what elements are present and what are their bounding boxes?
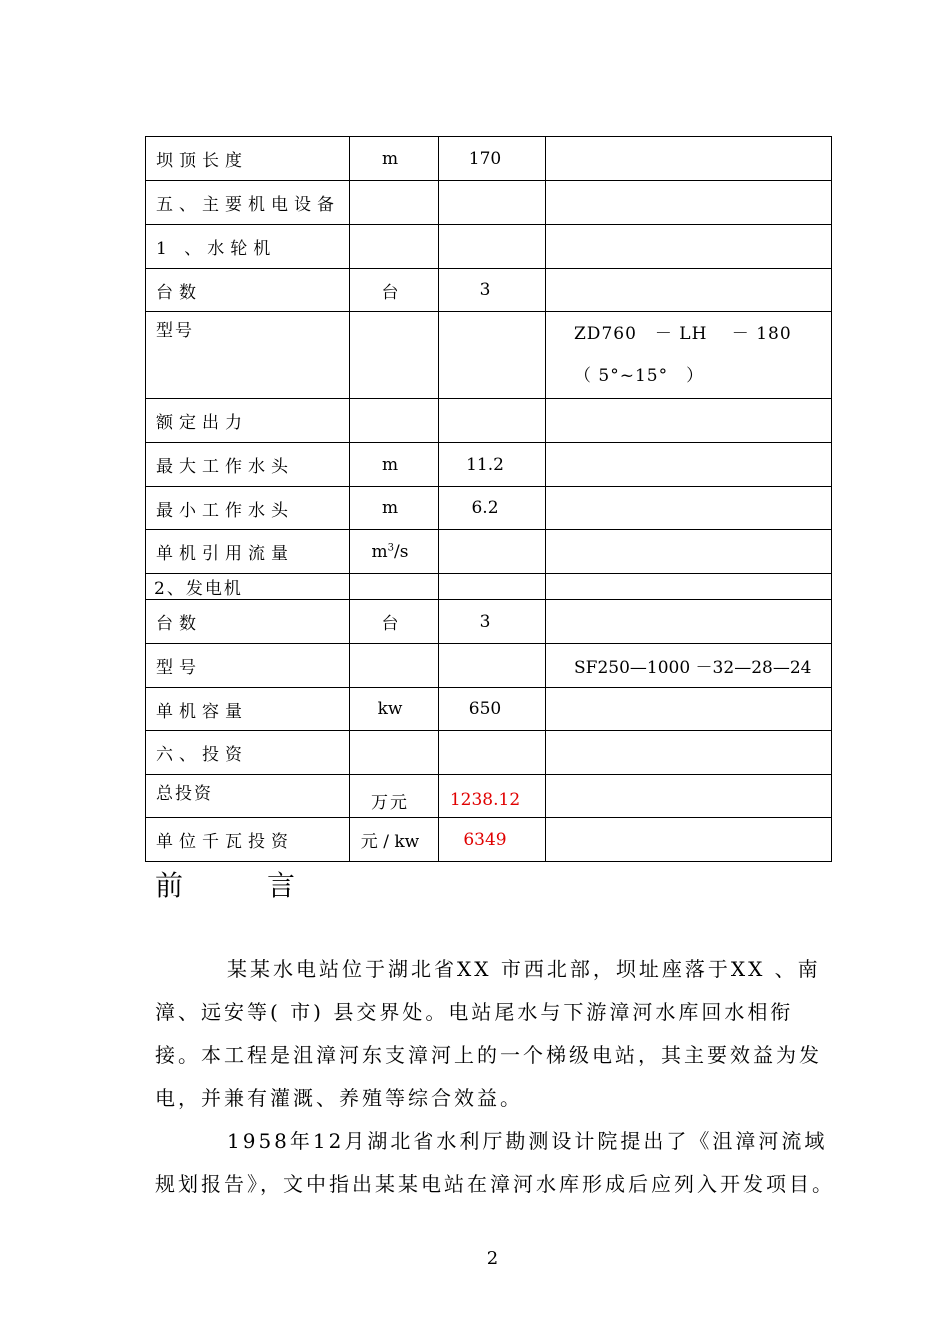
param-name: 2、发电机 (146, 574, 350, 600)
param-note (546, 269, 832, 312)
param-unit: 万元 (350, 775, 439, 818)
param-name: 总投资 (146, 775, 350, 818)
param-name: 最小工作水头 (146, 487, 350, 530)
table-row (146, 688, 832, 731)
param-unit: 台 (350, 269, 439, 312)
turbine-model: ZD760 － LH － 180 (574, 324, 792, 344)
param-value (439, 181, 546, 225)
paragraph: 某某水电站位于湖北省XX 市西北部，坝址座落于XX 、南漳、远安等( 市) 县交界处。电站尾水与下游漳河水库回水相衔接。本工程是沮漳河东支漳河上的一个梯级电站，其主要效益为发电，并兼有灌溉、养殖等综合效益。 (155, 957, 822, 1110)
generator-model: SF250—1000 －32—28—24 (546, 644, 832, 688)
table-row (146, 443, 832, 487)
table-row (146, 487, 832, 530)
unit-investment-value: 6349 (439, 818, 546, 862)
table-row (146, 600, 832, 644)
turbine-blade-angle: （ 5°~15° ） (574, 366, 705, 386)
param-note (546, 399, 832, 443)
param-unit (350, 574, 439, 600)
total-investment-value: 1238.12 (439, 775, 546, 818)
param-note (546, 487, 832, 530)
param-note (546, 731, 832, 775)
param-value (439, 574, 546, 600)
param-name: 台数 (146, 600, 350, 644)
param-note (546, 225, 832, 269)
table-row (146, 818, 832, 862)
param-note (546, 818, 832, 862)
param-unit (350, 399, 439, 443)
body-text (155, 948, 839, 1206)
parameters-table (145, 136, 832, 862)
param-note (546, 574, 832, 600)
param-name: 五、主要机电设备 (146, 181, 350, 225)
param-note (546, 530, 832, 574)
table-row (146, 731, 832, 775)
param-unit: m (350, 137, 439, 181)
param-unit: 元 / kw (350, 818, 439, 862)
param-name: 额定出力 (146, 399, 350, 443)
param-unit: m (350, 487, 439, 530)
param-name: 坝顶长度 (146, 137, 350, 181)
table-row (146, 181, 832, 225)
param-unit (350, 644, 439, 688)
param-value (439, 312, 546, 399)
param-unit (350, 731, 439, 775)
param-value (439, 731, 546, 775)
param-name: 型号 (146, 312, 350, 399)
param-value: 650 (439, 688, 546, 731)
param-unit: 台 (350, 600, 439, 644)
table-row (146, 225, 832, 269)
param-note (546, 600, 832, 644)
param-note (546, 312, 832, 399)
param-name: 单机引用流量 (146, 530, 350, 574)
param-value: 170 (439, 137, 546, 181)
param-unit: kw (350, 688, 439, 731)
param-name: 型号 (146, 644, 350, 688)
param-name: 单位千瓦投资 (146, 818, 350, 862)
table-row (146, 137, 832, 181)
param-name: 六、投资 (146, 731, 350, 775)
paragraph: 1958年12月湖北省水利厅勘测设计院提出了《沮漳河流域规划报告》，文中指出某某电站在漳河水库形成后应列入开发项目。 (155, 1129, 835, 1196)
param-value (439, 644, 546, 688)
param-name: 最大工作水头 (146, 443, 350, 487)
param-value: 6.2 (439, 487, 546, 530)
table-row (146, 775, 832, 818)
table-row (146, 312, 832, 399)
param-note (546, 181, 832, 225)
param-unit (350, 225, 439, 269)
param-unit: $m^3/s$ (350, 530, 439, 574)
param-value: 11.2 (439, 443, 546, 487)
table-row (146, 644, 832, 688)
table-row (146, 530, 832, 574)
param-unit (350, 312, 439, 399)
param-value (439, 225, 546, 269)
param-name: 单机容量 (146, 688, 350, 731)
param-value (439, 399, 546, 443)
param-unit (350, 181, 439, 225)
param-note (546, 775, 832, 818)
param-name: 1 、水轮机 (146, 225, 350, 269)
param-note (546, 688, 832, 731)
table-row (146, 269, 832, 312)
param-value (439, 530, 546, 574)
table-row (146, 574, 832, 600)
param-unit: m (350, 443, 439, 487)
param-note (546, 443, 832, 487)
param-value: 3 (439, 269, 546, 312)
param-note (546, 137, 832, 181)
param-name: 台数 (146, 269, 350, 312)
param-value: 3 (439, 600, 546, 644)
table-row (146, 399, 832, 443)
section-heading: 前言 (155, 869, 380, 902)
page-number: 2 (486, 1248, 499, 1269)
